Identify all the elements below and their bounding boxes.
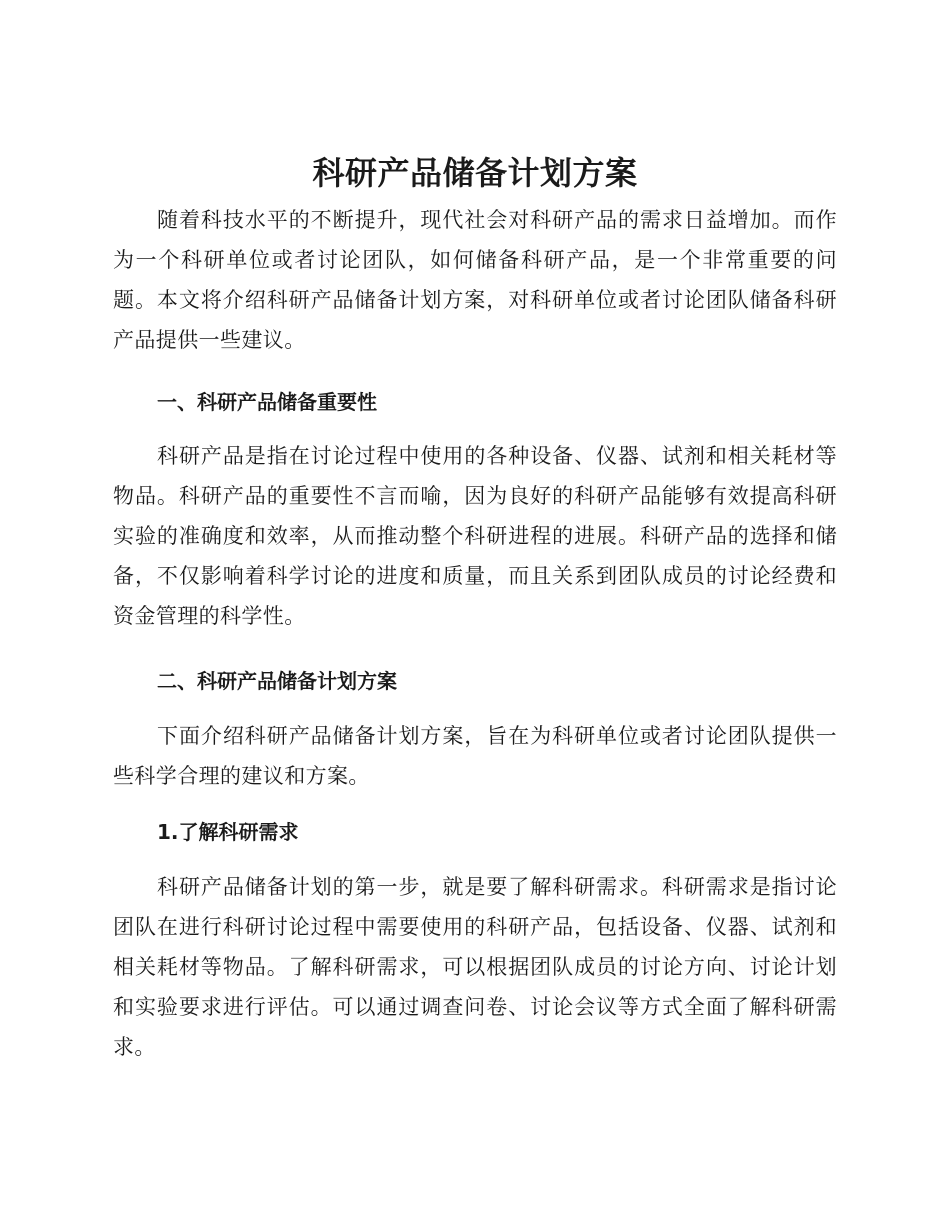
section-body-importance: 科研产品是指在讨论过程中使用的各种设备、仪器、试剂和相关耗材等物品。科研产品的重要性不言而喻，因为良好的科研产品能够有效提高科研实验的准确度和效率，从而推动整个科研进程的进展。科研产品的选择和储备，不仅影响着科学讨论的进度和质量，而且关系到团队成员的讨论经费和资金管理的科学性。 [113, 444, 837, 628]
subsection-heading-research-needs: 1.了解科研需求 [157, 820, 299, 844]
section-heading-importance: 一、科研产品储备重要性 [157, 390, 377, 414]
intro-paragraph: 随着科技水平的不断提升，现代社会对科研产品的需求日益增加。而作为一个科研单位或者讨论团队，如何储备科研产品，是一个非常重要的问题。本文将介绍科研产品储备计划方案，对科研单位或者讨论团队储备科研产品提供一些建议。 [113, 208, 837, 352]
section-heading-plan: 二、科研产品储备计划方案 [157, 669, 397, 693]
section-body-plan: 下面介绍科研产品储备计划方案，旨在为科研单位或者讨论团队提供一些科学合理的建议和方案。 [113, 724, 837, 788]
document-title: 科研产品储备计划方案 [312, 154, 638, 192]
subsection-body-research-needs: 科研产品储备计划的第一步，就是要了解科研需求。科研需求是指讨论团队在进行科研讨论过程中需要使用的科研产品，包括设备、仪器、试剂和相关耗材等物品。了解科研需求，可以根据团队成员的讨论方向、讨论计划和实验要求进行评估。可以通过调查问卷、讨论会议等方式全面了解科研需求。 [113, 875, 837, 1059]
